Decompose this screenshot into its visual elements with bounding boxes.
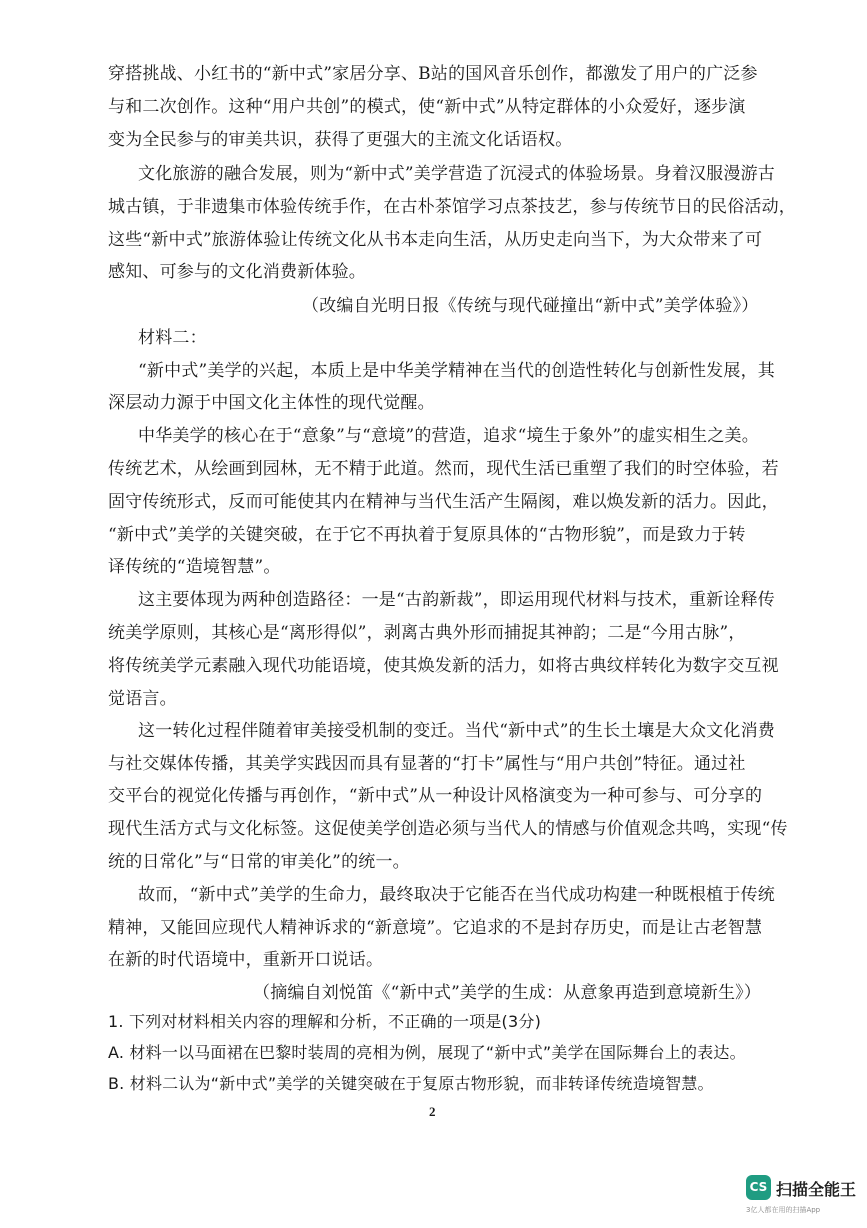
camscanner-logo-icon: CS <box>746 1175 771 1200</box>
body-text-line: 译传统的“造境智慧”。 <box>108 557 281 577</box>
body-text-line: 城古镇，于非遗集市体验传统手作，在古朴茶馆学习点茶技艺，参与传统节日的民俗活动， <box>108 197 796 217</box>
body-text-line: 这主要体现为两种创造路径：一是“古韵新裁”，即运用现代材料与技术，重新诠释传 <box>138 590 775 610</box>
source-citation: （摘编自刘悦笛《“新中式”美学的生成：从意象再造到意境新生》） <box>253 983 762 1003</box>
body-text-line: 传统艺术，从绘画到园林，无不精于此道。然而，现代生活已重塑了我们的时空体验，若 <box>108 459 779 479</box>
body-text-line: 深层动力源于中国文化主体性的现代觉醒。 <box>108 393 435 413</box>
body-text-line: 统的日常化”与“日常的审美化”的统一。 <box>108 852 410 872</box>
question-option-a: A. 材料一以马面裙在巴黎时装周的亮相为例，展现了“新中式”美学在国际舞台上的表达。 <box>108 1043 746 1062</box>
question-stem: 1. 下列对材料相关内容的理解和分析，不正确的一项是(3分) <box>108 1012 542 1031</box>
body-text-line: 这些“新中式”旅游体验让传统文化从书本走向生活，从历史走向当下，为大众带来了可 <box>108 230 763 250</box>
body-text-line: 与社交媒体传播，其美学实践因而具有显著的“打卡”属性与“用户共创”特征。通过社 <box>108 754 746 774</box>
watermark-tagline: 3亿人都在用的扫描App <box>746 1206 821 1214</box>
body-text-line: 将传统美学元素融入现代功能语境，使其焕发新的活力，如将古典纹样转化为数字交互视 <box>108 656 779 676</box>
body-text-line: 精神，又能回应现代人精神诉求的“新意境”。它追求的不是封存历史，而是让古老智慧 <box>108 918 763 938</box>
body-text-line: “新中式”美学的兴起，本质上是中华美学精神在当代的创造性转化与创新性发展，其 <box>138 361 775 381</box>
body-text-line: 与和二次创作。这种“用户共创”的模式，使“新中式”从特定群体的小众爱好，逐步演 <box>108 97 746 117</box>
body-text-line: 故而，“新中式”美学的生命力，最终取决于它能否在当代成功构建一种既根植于传统 <box>138 885 775 905</box>
body-text-line: 中华美学的核心在于“意象”与“意境”的营造，追求“境生于象外”的虚实相生之美。 <box>138 426 759 446</box>
body-text-line: 觉语言。 <box>108 689 177 709</box>
body-text-line: 现代生活方式与文化标签。这促使美学创造必须与当代人的情感与价值观念共鸣，实现“传 <box>108 819 788 839</box>
body-text-line: 这一转化过程伴随着审美接受机制的变迁。当代“新中式”的生长土壤是大众文化消费 <box>138 721 775 741</box>
body-text-line: 感知、可参与的文化消费新体验。 <box>108 262 366 282</box>
watermark-app-name: 扫描全能王 <box>776 1180 857 1199</box>
body-text-line: 穿搭挑战、小红书的“新中式”家居分享、B站的国风音乐创作，都激发了用户的广泛参 <box>108 64 758 84</box>
body-text-line: 固守传统形式，反而可能使其内在精神与当代生活产生隔阂，难以焕发新的活力。因此， <box>108 492 779 512</box>
body-text-line: 变为全民参与的审美共识，获得了更强大的主流文化话语权。 <box>108 130 573 150</box>
body-text-line: 文化旅游的融合发展，则为“新中式”美学营造了沉浸式的体验场景。身着汉服漫游古 <box>138 164 775 184</box>
section-heading: 材料二： <box>138 328 207 348</box>
scanner-watermark <box>746 1175 862 1215</box>
body-text-line: 交平台的视觉化传播与再创作，“新中式”从一种设计风格演变为一种可参与、可分享的 <box>108 786 763 806</box>
body-text-line: 统美学原则，其核心是“离形得似”，剥离古典外形而捕捉其神韵；二是“今用古脉”， <box>108 623 746 643</box>
body-text-line: 在新的时代语境中，重新开口说话。 <box>108 950 384 970</box>
question-option-b: B. 材料二认为“新中式”美学的关键突破在于复原古物形貌，而非转译传统造境智慧。 <box>108 1074 714 1093</box>
page-number: 2 <box>429 1104 436 1119</box>
body-text-line: “新中式”美学的关键突破，在于它不再执着于复原具体的“古物形貌”，而是致力于转 <box>108 525 746 545</box>
source-citation: （改编自光明日报《传统与现代碰撞出“新中式”美学体验》） <box>302 296 759 316</box>
